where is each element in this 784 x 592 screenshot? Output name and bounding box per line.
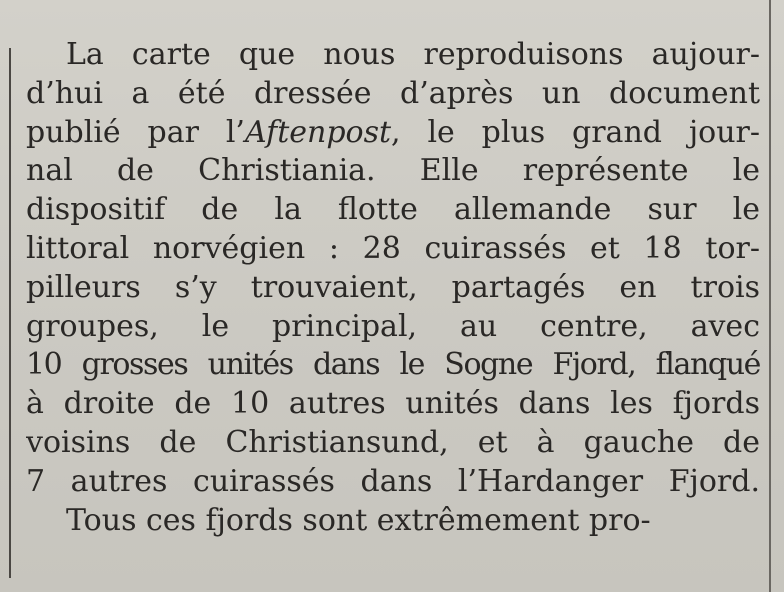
text-line-9: 10 grosses unités dans le Sogne Fjord, flanqué	[26, 347, 760, 383]
text-line-13: Tous ces fjords sont extrêmement pro-	[66, 502, 651, 538]
text-line-2: d’hui a été dressée d’après un document	[26, 75, 760, 111]
text-line-4: nal de Christiania. Elle représente le	[26, 153, 760, 189]
text-line-8: groupes, le principal, au centre, avec	[26, 308, 760, 344]
text-line-7: pilleurs s’y trouvaient, partagés en trois	[26, 269, 760, 305]
text-line-11: voisins de Christiansund, et à gauche de	[26, 424, 760, 460]
text-line-3	[26, 114, 760, 153]
article-column	[26, 36, 760, 540]
text-line-1: La carte que nous reproduisons aujour-	[66, 37, 760, 72]
text-line-3-end: , le plus grand jour-	[391, 114, 760, 150]
text-line-3-start: publié par l’	[26, 114, 245, 150]
newspaper-name: Aftenpost	[244, 114, 392, 150]
left-column-rule	[9, 48, 11, 578]
text-line-5: dispositif de la flotte allemande sur le	[26, 192, 760, 228]
text-line-10: à droite de 10 autres unités dans les fjords	[26, 386, 760, 422]
text-line-6: littoral norvégien : 28 cuirassés et 18 tor-	[26, 230, 760, 266]
right-column-rule	[769, 0, 771, 592]
text-line-12: 7 autres cuirassés dans l’Hardanger Fjord.	[26, 463, 760, 499]
